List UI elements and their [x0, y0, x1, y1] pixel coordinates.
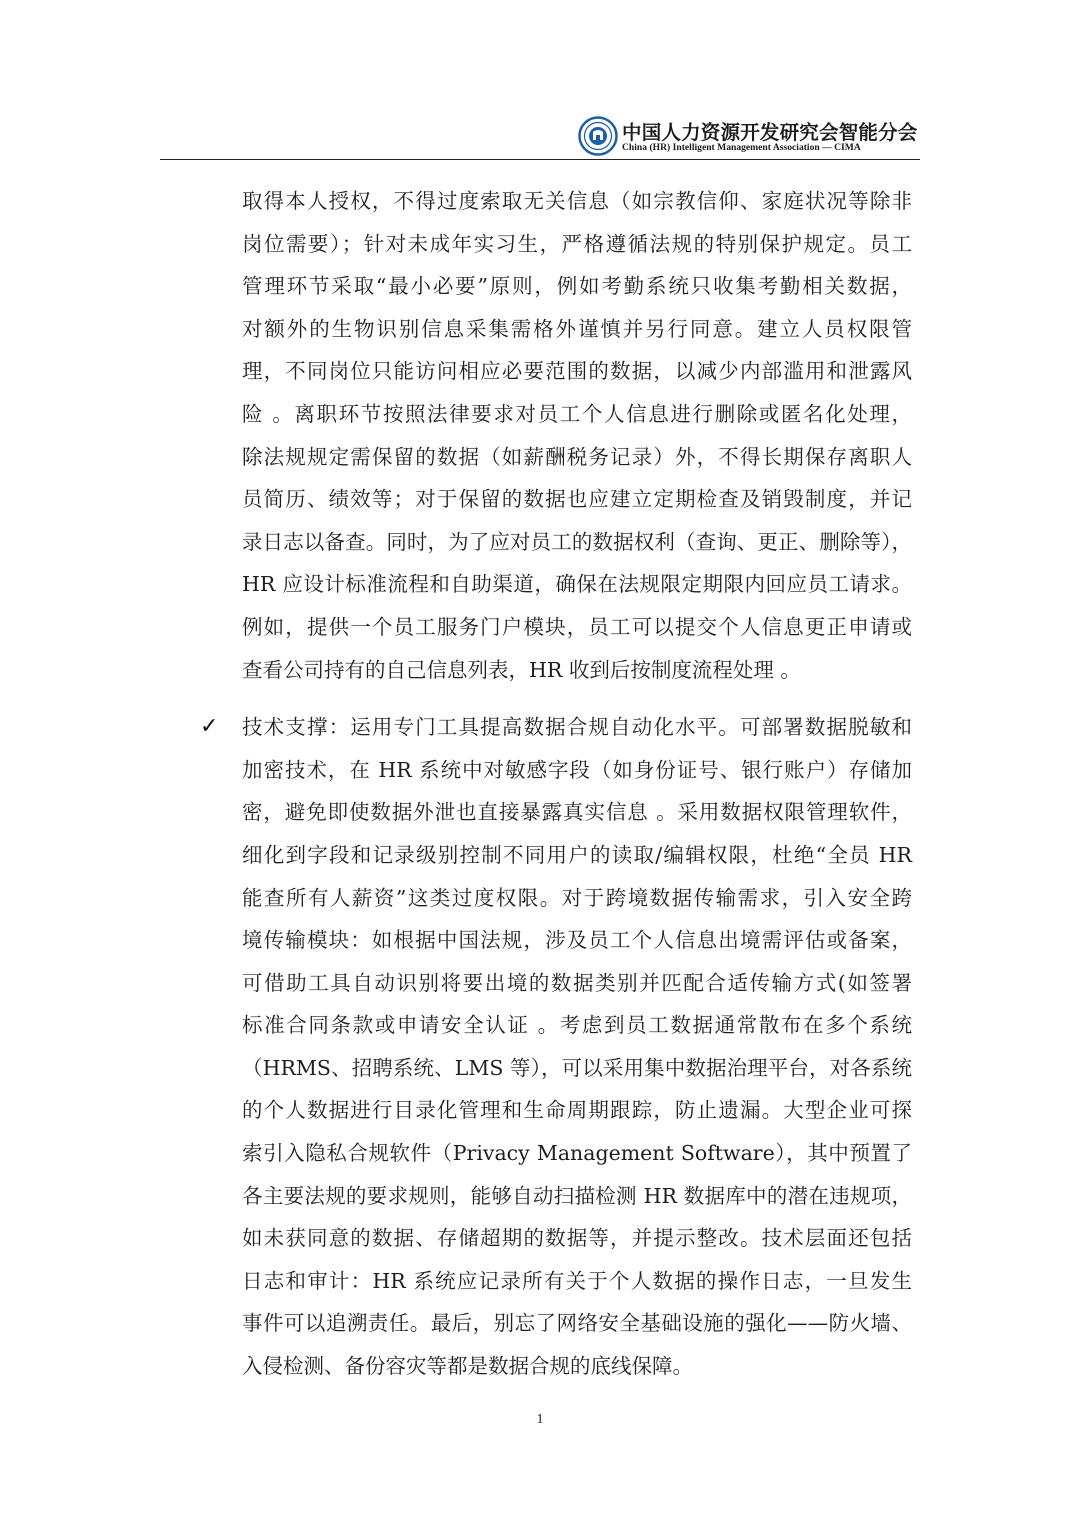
text-line: 的个人数据进行目录化管理和生命周期跟踪，防止遗漏。大型企业可探: [242, 1098, 912, 1123]
text-line: 管理环节采取“最小必要”原则，例如考勤系统只收集考勤相关数据，: [242, 274, 912, 299]
text-line: 险 。离职环节按照法律要求对员工个人信息进行删除或匿名化处理，: [242, 401, 912, 426]
text-line: 查看公司持有的自己信息列表，HR 收到后按制度流程处理 。: [242, 657, 801, 682]
text-line: （HRMS、招聘系统、LMS 等），可以采用集中数据治理平台，对各系统: [242, 1055, 912, 1080]
text-line: 事件可以追溯责任。最后，别忘了网络安全基础设施的强化——防火墙、: [242, 1311, 912, 1336]
text-line: 技术支撑：运用专门工具提高数据合规自动化水平。可部署数据脱敏和: [242, 715, 912, 740]
text-line: 索引入隐私合规软件（Privacy Management Software），其中预置了: [242, 1141, 912, 1166]
text-line: 录日志以备查。同时，为了应对员工的数据权利（查询、更正、删除等），: [242, 529, 912, 554]
bullet-text: [242, 706, 912, 1388]
text-line: 境传输模块：如根据中国法规，涉及员工个人信息出境需评估或备案，: [242, 928, 912, 953]
cima-logo-icon: [578, 116, 618, 156]
text-line: 岗位需要）；针对未成年实习生，严格遵循法规的特别保护规定。员工: [242, 231, 912, 256]
header-divider: [160, 159, 920, 160]
document-body: [200, 180, 912, 1388]
text-line: 各主要法规的要求规则，能够自动扫描检测 HR 数据库中的潜在违规项，: [242, 1183, 912, 1208]
text-line: HR 应设计标准流程和自助渠道，确保在法规限定期限内回应员工请求。: [242, 572, 912, 597]
page-number: 1: [536, 1412, 544, 1427]
text-line: 对额外的生物识别信息采集需格外谨慎并另行同意。建立人员权限管: [242, 316, 912, 341]
text-line: 理，不同岗位只能访问相应必要范围的数据，以减少内部滥用和泄露风: [242, 359, 912, 384]
text-line: 日志和审计：HR 系统应记录所有关于个人数据的操作日志，一旦发生: [242, 1268, 912, 1293]
text-line: 除法规规定需保留的数据（如薪酬税务记录）外，不得长期保存离职人: [242, 444, 912, 469]
page-header: [0, 0, 1080, 165]
text-line: 入侵检测、备份容灾等都是数据合规的底线保障。: [242, 1354, 693, 1379]
bullet-item: [200, 706, 912, 1388]
text-line: 细化到字段和记录级别控制不同用户的读取/编辑权限，杜绝“全员 HR: [242, 842, 912, 867]
organization-name-cn: 中国人力资源开发研究会智能分会: [622, 121, 918, 144]
text-line: 标准合同条款或申请安全认证 。考虑到员工数据通常散布在多个系统: [242, 1013, 912, 1038]
text-line: 取得本人授权，不得过度索取无关信息（如宗教信仰、家庭状况等除非: [242, 189, 912, 213]
text-line: 密，避免即使数据外泄也直接暴露真实信息 。采用数据权限管理软件，: [242, 800, 912, 825]
text-line: 员简历、绩效等；对于保留的数据也应建立定期检查及销毁制度，并记: [242, 487, 912, 512]
text-line: 例如，提供一个员工服务门户模块，员工可以提交个人信息更正申请或: [242, 614, 912, 639]
text-line: 如未获同意的数据、存储超期的数据等，并提示整改。技术层面还包括: [242, 1226, 912, 1251]
paragraph: [242, 180, 912, 691]
text-line: 可借助工具自动识别将要出境的数据类别并匹配合适传输方式(如签署: [242, 970, 912, 995]
text-line: 加密技术，在 HR 系统中对敏感字段（如身份证号、银行账户）存储加: [242, 757, 912, 782]
checkmark-icon: ✓: [200, 714, 219, 740]
organization-name-en: China (HR) Intelligent Management Association — CIMA: [622, 142, 861, 153]
text-line: 能查所有人薪资”这类过度权限。对于跨境数据传输需求，引入安全跨: [242, 885, 912, 910]
